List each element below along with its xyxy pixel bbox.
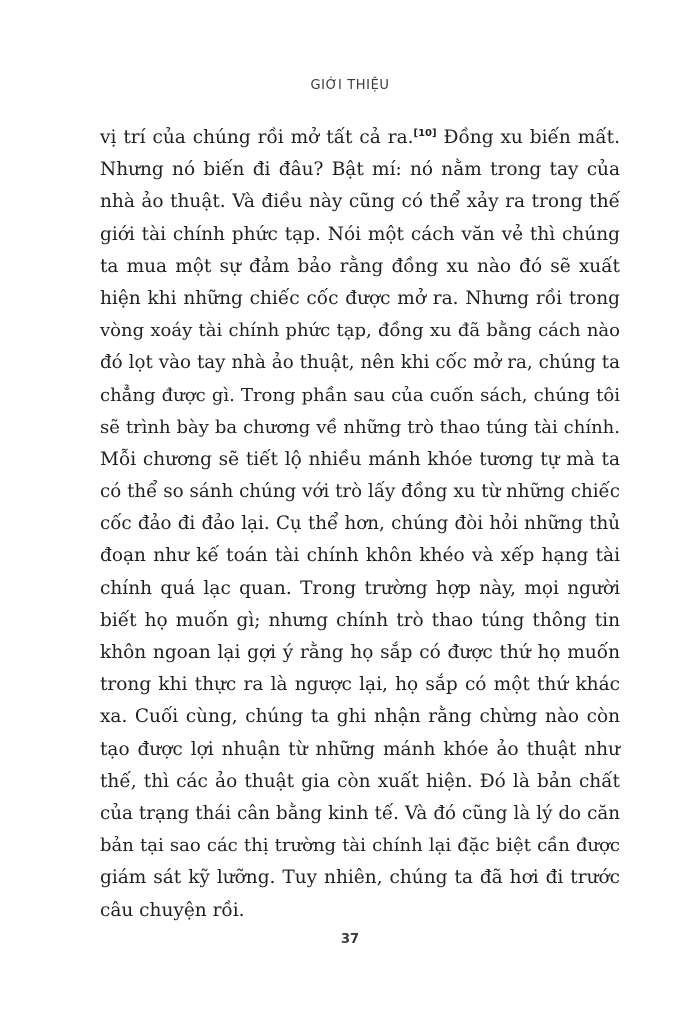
text-line: đoạn như kế toán tài chính khôn khéo và xếp hạng tài bbox=[100, 545, 620, 567]
text-line: đó lọt vào tay nhà ảo thuật, nên khi cốc mở ra, chúng ta bbox=[100, 352, 620, 374]
text-line: giới tài chính phức tạp. Nói một cách văn vẻ thì chúng bbox=[100, 223, 620, 245]
text-line: giám sát kỹ lưỡng. Tuy nhiên, chúng ta đã hơi đi trước bbox=[100, 867, 620, 889]
footnote-reference[interactable]: [10] bbox=[413, 128, 437, 139]
text-line: bản tại sao các thị trường tài chính lại đặc biệt cần được bbox=[100, 835, 620, 857]
text-line: hiện khi những chiếc cốc được mở ra. Nhưng rồi trong bbox=[100, 287, 620, 309]
text-line: Nhưng nó biến đi đâu? Bật mí: nó nằm trong tay của bbox=[100, 159, 620, 181]
text-line: ta mua một sự đảm bảo rằng đồng xu nào đó sẽ xuất bbox=[100, 255, 620, 277]
text-line: thế, thì các ảo thuật gia còn xuất hiện. Đó là bản chất bbox=[100, 770, 620, 792]
text-line: Mỗi chương sẽ tiết lộ nhiều mánh khóe tương tự mà ta bbox=[100, 448, 620, 470]
text-line: của trạng thái cân bằng kinh tế. Và đó cũng là lý do căn bbox=[100, 802, 620, 824]
text-line: biết họ muốn gì; nhưng chính trò thao túng thông tin bbox=[100, 609, 620, 631]
text-segment: Đồng xu biến mất. bbox=[436, 127, 620, 148]
text-line: chính quá lạc quan. Trong trường hợp này, mọi người bbox=[100, 577, 620, 599]
page-number: 37 bbox=[340, 932, 360, 947]
text-line: câu chuyện rồi. bbox=[100, 899, 245, 921]
text-line bbox=[100, 122, 620, 154]
text-line: vòng xoáy tài chính phức tạp, đồng xu đã bằng cách nào bbox=[100, 320, 620, 342]
text-line: trong khi thực ra là ngược lại, họ sắp có một thứ khác bbox=[100, 674, 620, 696]
text-line: có thể so sánh chúng với trò lấy đồng xu từ những chiếc bbox=[100, 481, 620, 503]
body-paragraph bbox=[100, 122, 620, 927]
text-line: chẳng được gì. Trong phần sau của cuốn sách, chúng tôi bbox=[100, 384, 620, 406]
text-segment: vị trí của chúng rồi mở tất cả ra. bbox=[100, 127, 414, 148]
running-header: GIỚI THIỆU bbox=[310, 78, 390, 93]
text-line: xa. Cuối cùng, chúng ta ghi nhận rằng chừng nào còn bbox=[100, 706, 620, 728]
text-line: sẽ trình bày ba chương về những trò thao túng tài chính. bbox=[100, 416, 620, 438]
text-line: khôn ngoan lại gợi ý rằng họ sắp có được thứ họ muốn bbox=[100, 642, 620, 663]
text-line: tạo được lợi nhuận từ những mánh khóe ảo thuật như bbox=[100, 738, 620, 760]
text-line: nhà ảo thuật. Và điều này cũng có thể xảy ra trong thế bbox=[100, 191, 620, 213]
text-line: cốc đảo đi đảo lại. Cụ thể hơn, chúng đòi hỏi những thủ bbox=[100, 513, 620, 535]
